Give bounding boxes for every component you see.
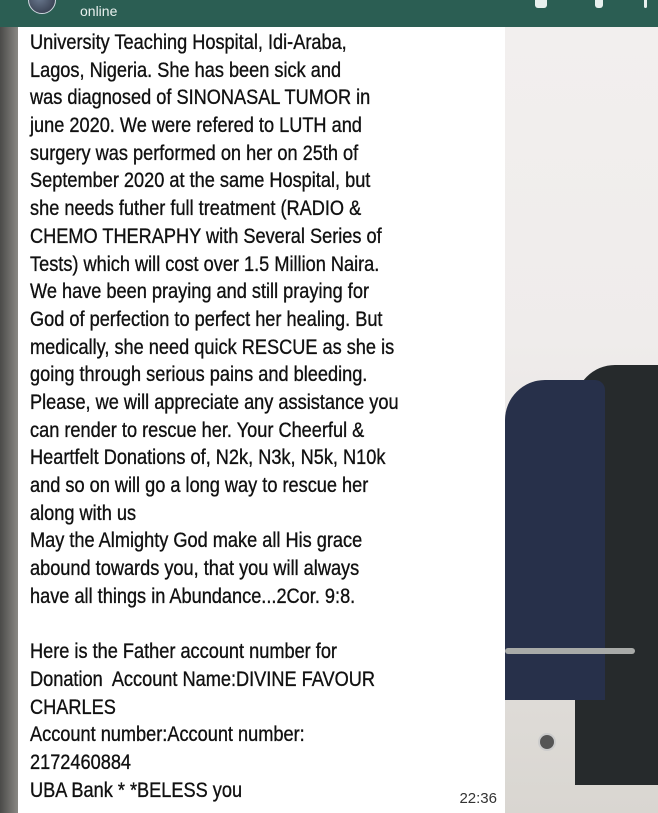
voice-call-icon[interactable] — [595, 0, 603, 8]
message-bubble[interactable] — [18, 27, 505, 813]
message-line: was diagnosed of SINONASAL TUMOR in — [30, 85, 371, 110]
message-line: she needs futher full treatment (RADIO & — [30, 196, 362, 221]
message-line — [30, 610, 503, 638]
message-line: going through serious pains and bleeding. — [30, 362, 368, 387]
message-line: CHARLES — [30, 694, 116, 719]
message-line: have all things in Abundance...2Cor. 9:8. — [30, 583, 356, 608]
message-line: surgery was performed on her on 25th of — [30, 140, 359, 165]
message-line: medically, she need quick RESCUE as she is — [30, 334, 395, 359]
message-line: Please, we will appreciate any assistance you — [30, 389, 399, 414]
message-line: Lagos, Nigeria. She has been sick and — [30, 57, 342, 82]
chat-header — [0, 0, 658, 27]
message-line: Donation Account Name:DIVINE FAVOUR — [30, 666, 375, 691]
contact-avatar[interactable] — [28, 0, 56, 14]
message-line: September 2020 at the same Hospital, but — [30, 168, 371, 193]
message-line: 2172460884 — [30, 749, 132, 774]
contact-status: online — [80, 3, 118, 19]
message-line: God of perfection to perfect her healing. But — [30, 306, 383, 331]
message-line: abound towards you, that you will always — [30, 556, 360, 581]
message-line: june 2020. We were refered to LUTH and — [30, 113, 362, 138]
message-line: CHEMO THERAPHY with Several Series of — [30, 223, 382, 248]
wallpaper-wheel — [538, 733, 556, 751]
more-options-icon[interactable] — [644, 0, 647, 8]
message-line: Account number:Account number: — [30, 722, 305, 747]
message-line: We have been praying and still praying for — [30, 279, 370, 304]
message-line: Tests) which will cost over 1.5 Million Naira. — [30, 251, 380, 276]
message-line: can render to rescue her. Your Cheerful & — [30, 417, 365, 442]
message-line: UBA Bank * *BELESS you — [30, 777, 243, 802]
message-line: along with us — [30, 500, 137, 525]
message-line: University Teaching Hospital, Idi-Araba, — [30, 30, 347, 54]
video-call-icon[interactable] — [535, 0, 547, 8]
message-text — [30, 29, 503, 804]
message-line: Heartfelt Donations of, N2k, N3k, N5k, N10k — [30, 445, 386, 470]
message-line: May the Almighty God make all His grace — [30, 528, 363, 553]
message-line: Here is the Father account number for — [30, 639, 337, 664]
message-line: and so on will go a long way to rescue her — [30, 473, 369, 497]
message-time: 22:36 — [459, 790, 497, 807]
wallpaper-edge — [0, 27, 18, 813]
wallpaper-armrest — [505, 648, 635, 654]
